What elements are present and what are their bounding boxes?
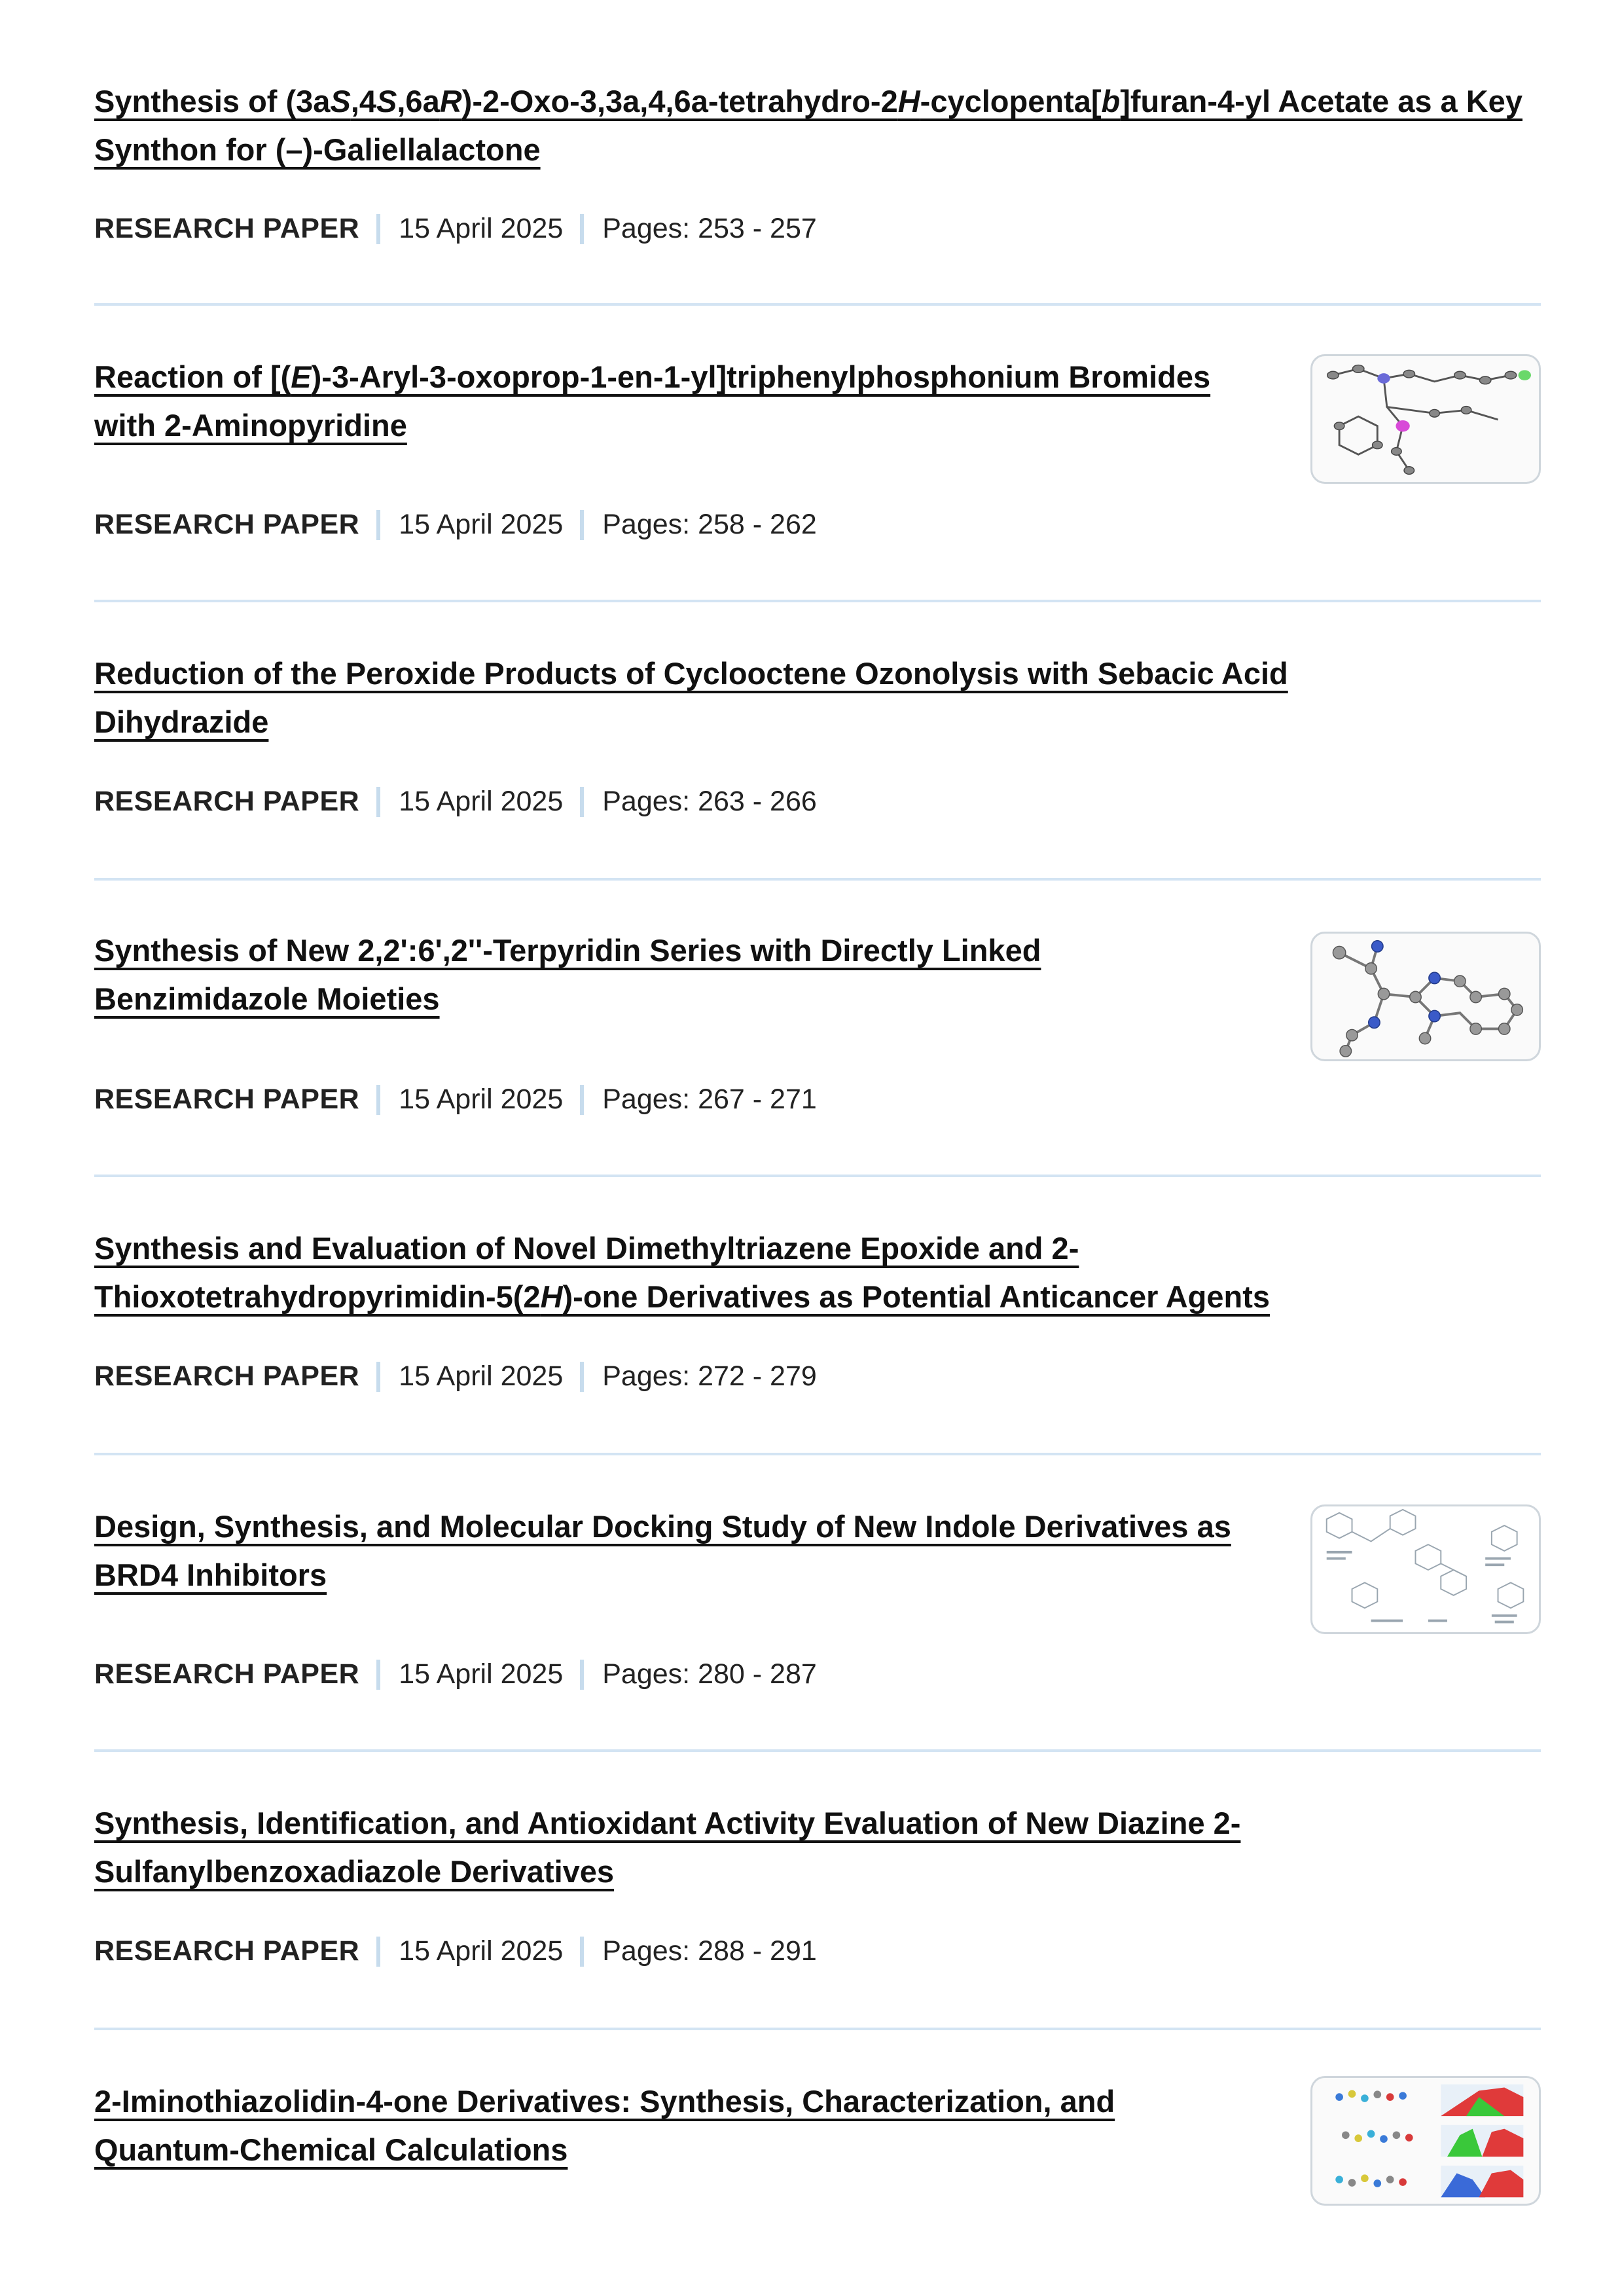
article-thumbnail[interactable] xyxy=(1310,1504,1541,1634)
article-item xyxy=(94,1177,1541,1455)
article-date: 15 April 2025 xyxy=(399,509,564,540)
article-title-link[interactable]: Synthesis, Identification, and Antioxidant Activity Evaluation of New Diazine 2-Sulfanylbenzoxadiazole Derivatives xyxy=(94,1806,1241,1889)
article-date: 15 April 2025 xyxy=(399,213,564,244)
article-title-link[interactable]: Design, Synthesis, and Molecular Docking Study of New Indole Derivatives as BRD4 Inhibitors xyxy=(94,1509,1231,1592)
crystal-structure-image xyxy=(1312,356,1539,482)
meta-divider xyxy=(376,510,380,540)
article-date: 15 April 2025 xyxy=(399,1935,564,1967)
article-meta xyxy=(94,1084,817,1116)
article-pages: Pages: 288 - 291 xyxy=(602,1935,817,1967)
article-pages: Pages: 267 - 271 xyxy=(602,1084,817,1115)
article-meta xyxy=(94,1935,817,1967)
article-title-link[interactable]: Reduction of the Peroxide Products of Cyclooctene Ozonolysis with Sebacic Acid Dihydrazide xyxy=(94,656,1288,739)
article-date: 15 April 2025 xyxy=(399,1360,564,1392)
meta-divider xyxy=(376,1362,380,1392)
meta-divider xyxy=(580,1937,584,1967)
article-meta xyxy=(94,1658,817,1690)
meta-divider xyxy=(580,1362,584,1392)
article-thumbnail[interactable] xyxy=(1310,2076,1541,2206)
article-type-label: RESEARCH PAPER xyxy=(94,1658,360,1690)
article-pages: Pages: 280 - 287 xyxy=(602,1658,817,1690)
meta-divider xyxy=(376,214,380,244)
meta-divider xyxy=(376,1937,380,1967)
article-date: 15 April 2025 xyxy=(399,1084,564,1115)
article-type-label: RESEARCH PAPER xyxy=(94,1084,360,1115)
article-type-label: RESEARCH PAPER xyxy=(94,1360,360,1392)
article-pages: Pages: 253 - 257 xyxy=(602,213,817,244)
article-type-label: RESEARCH PAPER xyxy=(94,213,360,244)
article-item xyxy=(94,881,1541,1177)
molecular-structure-image xyxy=(1312,934,1539,1059)
article-date: 15 April 2025 xyxy=(399,786,564,817)
article-type-label: RESEARCH PAPER xyxy=(94,786,360,817)
article-item xyxy=(94,2030,1541,2296)
article-pages: Pages: 272 - 279 xyxy=(602,1360,817,1392)
article-title-link[interactable]: Reaction of [(E)-3-Aryl-3-oxoprop-1-en-1-yl]triphenylphosphonium Bromides with 2-Aminopyridine xyxy=(94,359,1211,443)
article-type-label: RESEARCH PAPER xyxy=(94,1935,360,1967)
article-title-link[interactable]: 2-Iminothiazolidin-4-one Derivatives: Synthesis, Characterization, and Quantum-Chemical Calculations xyxy=(94,2084,1115,2167)
quantum-chemical-maps-image xyxy=(1312,2078,1539,2204)
article-title-link[interactable]: Synthesis of New 2,2':6',2''-Terpyridin Series with Directly Linked Benzimidazole Moieties xyxy=(94,933,1041,1016)
chemical-structures-image xyxy=(1312,1506,1539,1632)
article-meta xyxy=(94,509,817,541)
article-meta xyxy=(94,786,817,818)
meta-divider xyxy=(580,787,584,817)
meta-divider xyxy=(376,1085,380,1115)
article-meta xyxy=(94,213,817,245)
meta-divider xyxy=(376,787,380,817)
meta-divider xyxy=(580,1660,584,1690)
article-type-label: RESEARCH PAPER xyxy=(94,509,360,540)
article-item xyxy=(94,602,1541,881)
article-title-link[interactable]: Synthesis and Evaluation of Novel Dimethyltriazene Epoxide and 2-Thioxotetrahydropyrimidin-5(2H)-one Derivatives as Potential Anticancer Agents xyxy=(94,1231,1270,1314)
meta-divider xyxy=(580,214,584,244)
meta-divider xyxy=(580,510,584,540)
article-pages: Pages: 263 - 266 xyxy=(602,786,817,817)
article-item xyxy=(94,1455,1541,1752)
article-item xyxy=(94,306,1541,602)
article-date: 15 April 2025 xyxy=(399,1658,564,1690)
article-title-link[interactable]: Synthesis of (3aS,4S,6aR)-2-Oxo-3,3a,4,6a-tetrahydro-2H-cyclopenta[b]furan-4-yl Acetate as a Key Synthon for (–)-Galiellalactone xyxy=(94,84,1523,167)
article-item xyxy=(94,1752,1541,2030)
article-pages: Pages: 258 - 262 xyxy=(602,509,817,540)
meta-divider xyxy=(580,1085,584,1115)
article-thumbnail[interactable] xyxy=(1310,354,1541,484)
article-item xyxy=(94,0,1541,306)
meta-divider xyxy=(376,1660,380,1690)
article-thumbnail[interactable] xyxy=(1310,932,1541,1061)
article-meta xyxy=(94,1360,817,1393)
